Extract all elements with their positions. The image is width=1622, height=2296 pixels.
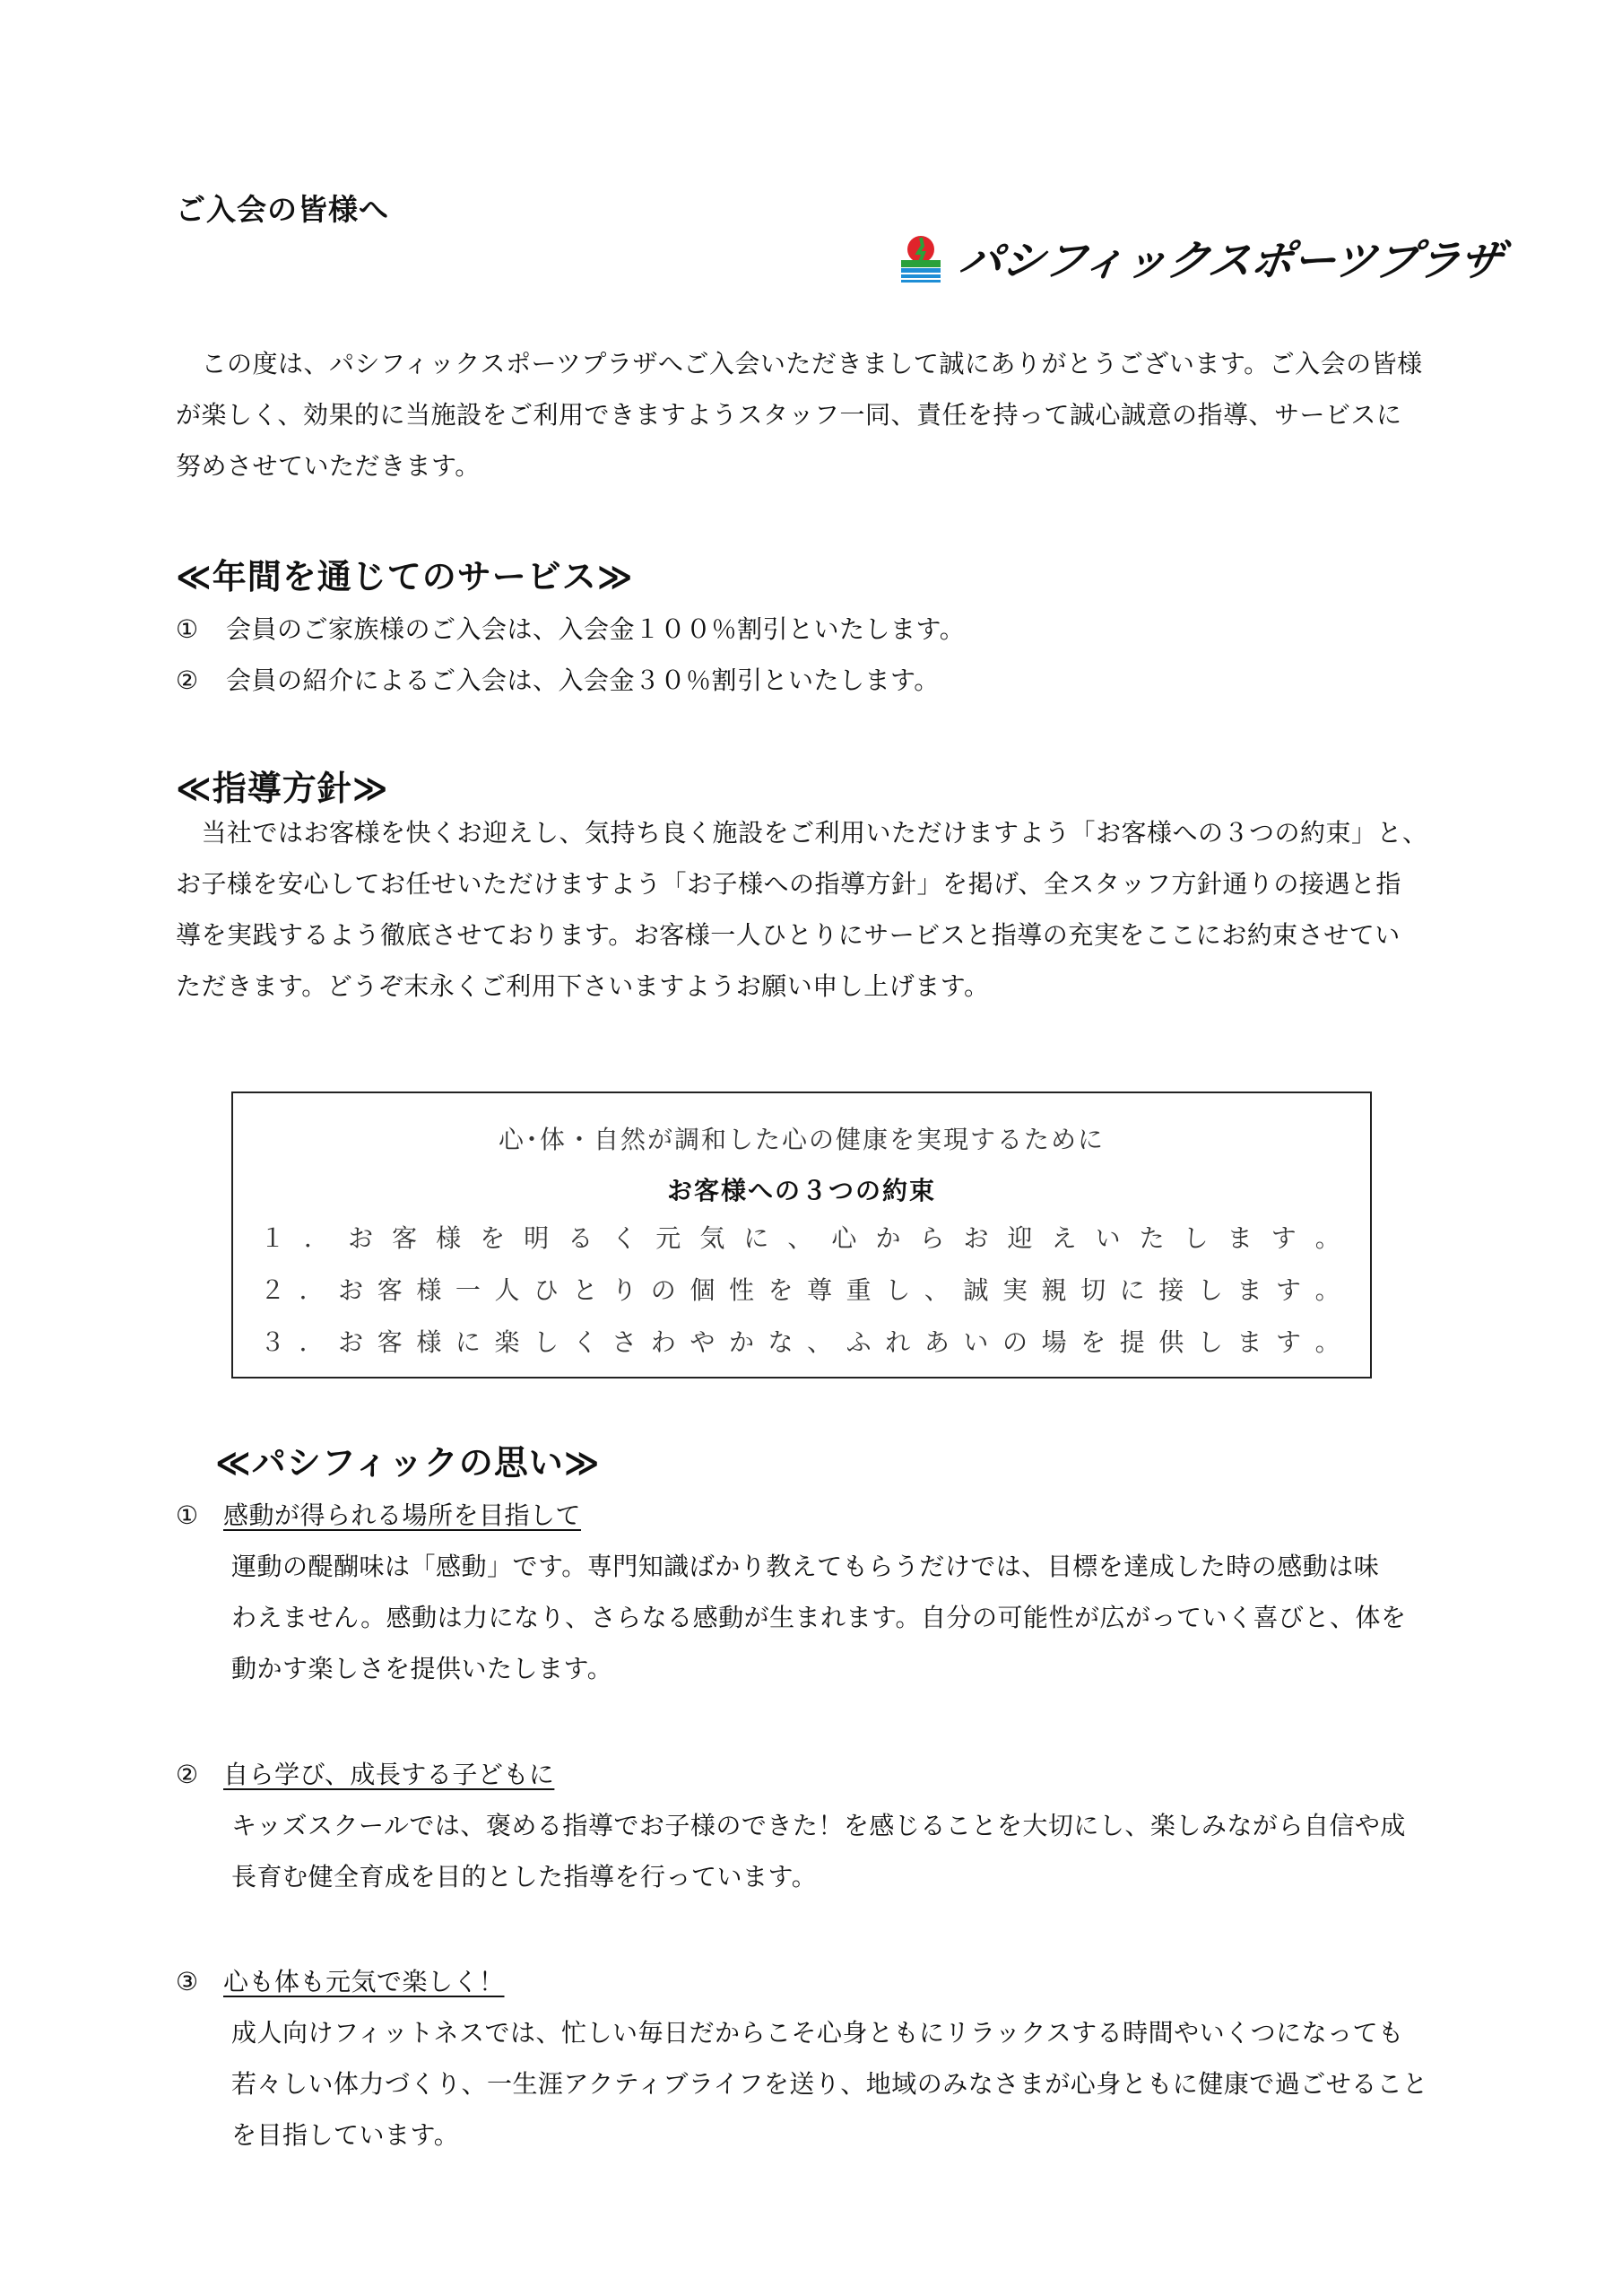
promise-char: 。 <box>1314 1327 1340 1357</box>
promise-char: お <box>338 1327 364 1357</box>
promise-char: ら <box>919 1223 945 1253</box>
promise-char: し <box>885 1275 911 1305</box>
thoughts-heading: ≪パシフィックの思い≫ <box>215 1443 601 1483</box>
thought-section-number: ① <box>176 1500 199 1530</box>
promise-char: 楽 <box>494 1327 520 1357</box>
promise-char: の <box>650 1275 676 1305</box>
promise-char: 尊 <box>807 1275 833 1305</box>
intro-line: この度は、パシフィックスポーツプラザへご入会いただきまして誠にありがとうございます。ご入会の皆様 <box>176 349 1423 378</box>
thought-section-body <box>231 2007 1451 2161</box>
promise-char: た <box>1139 1223 1165 1253</box>
thought-section-title <box>176 1755 554 1791</box>
promise-char: に <box>743 1223 769 1253</box>
promise-char: 供 <box>1158 1327 1184 1357</box>
promise-char: 場 <box>1041 1327 1067 1357</box>
promise-char: を <box>768 1275 794 1305</box>
promise-char: 切 <box>1080 1275 1106 1305</box>
promise-char: 様 <box>436 1223 462 1253</box>
promise-char: く <box>612 1223 638 1253</box>
promise-char: す <box>1271 1223 1297 1253</box>
thought-section-heading: 自ら学び、成長する子どもに <box>223 1760 555 1789</box>
promise-char: １ <box>260 1223 286 1253</box>
thought-line: わえません。感動は力になり、さらなる感動が生まれます。自分の可能性が広がっていく喜びと、体を <box>231 1603 1407 1632</box>
promise-char: 明 <box>524 1223 550 1253</box>
promise-char: ３ <box>260 1327 286 1357</box>
promise-char: 客 <box>377 1327 403 1357</box>
logo-mark-icon <box>898 235 943 285</box>
promise-char: わ <box>650 1327 676 1357</box>
service-item <box>176 610 965 646</box>
promise-char: ま <box>1227 1223 1253 1253</box>
promise-char: ． <box>299 1275 325 1305</box>
promise-char: ． <box>299 1327 325 1357</box>
promise-char: を <box>1080 1327 1106 1357</box>
service-item-number: ① <box>176 614 199 644</box>
service-item <box>176 661 940 697</box>
promise-char: に <box>1119 1275 1145 1305</box>
promise-char: 心 <box>831 1223 857 1253</box>
promise-char: ま <box>1236 1327 1262 1357</box>
promise-char: か <box>875 1223 901 1253</box>
promise-char: の <box>1002 1327 1028 1357</box>
promise-char: い <box>963 1327 989 1357</box>
promise-char: い <box>1095 1223 1121 1253</box>
promise-char: ２ <box>260 1275 286 1305</box>
promise-item <box>260 1219 1340 1255</box>
logo-wordmark: パシフィックスポーツプラザ <box>956 236 1505 286</box>
promise-char: ひ <box>533 1275 559 1305</box>
intro-paragraph <box>176 338 1449 491</box>
brand-logo <box>898 235 1505 289</box>
promise-char: し <box>533 1327 559 1357</box>
promise-char: 迎 <box>1007 1223 1033 1253</box>
promise-char: え <box>1051 1223 1077 1253</box>
promise-char: さ <box>612 1327 638 1357</box>
thought-line: 若々しい体力づくり、一生涯アクティブライフを送り、地域のみなさまが心身ともに健康で過ごせること <box>231 2069 1428 2099</box>
promise-char: し <box>1183 1223 1209 1253</box>
promise-char: 一 <box>455 1275 481 1305</box>
promise-char: し <box>1197 1327 1223 1357</box>
promise-char: ま <box>1236 1275 1262 1305</box>
policy-line: 導を実践するよう徹底させております。お客様一人ひとりにサービスと指導の充実をここにお約束させてい <box>176 920 1401 950</box>
promise-char: お <box>348 1223 374 1253</box>
policy-line: 当社ではお客様を快くお迎えし、気持ち良く施設をご利用いただけますよう「お客様への３つの約束」と、 <box>176 818 1428 848</box>
greeting-title: ご入会の皆様へ <box>176 192 389 227</box>
promise-box <box>231 1091 1372 1378</box>
policy-paragraph <box>176 807 1449 1012</box>
service-item-number: ② <box>176 665 199 695</box>
intro-line: 努めさせていただきます。 <box>176 451 481 481</box>
promise-item <box>260 1323 1340 1359</box>
intro-line: が楽しく、効果的に当施設をご利用できますようスタッフ一同、責任を持って誠心誠意の指導、サービスに <box>176 400 1402 430</box>
promise-char: 重 <box>846 1275 872 1305</box>
thought-section-body <box>231 1541 1451 1694</box>
promise-char: 接 <box>1158 1275 1184 1305</box>
policy-line: ただきます。どうぞ末永くご利用下さいますようお願い申し上げます。 <box>176 971 990 1001</box>
promise-char: 客 <box>392 1223 418 1253</box>
promise-char: り <box>612 1275 638 1305</box>
thought-section-title <box>176 1962 505 1998</box>
promise-char: 気 <box>699 1223 725 1253</box>
promise-char: に <box>455 1327 481 1357</box>
promise-char: れ <box>885 1327 911 1357</box>
promise-char: 性 <box>728 1275 754 1305</box>
thought-section-body <box>231 1800 1451 1902</box>
thought-section-heading: 感動が得られる場所を目指して <box>223 1500 582 1530</box>
promise-char: し <box>1197 1275 1223 1305</box>
promise-char: お <box>338 1275 364 1305</box>
promise-char: 。 <box>1314 1275 1340 1305</box>
promise-char: や <box>690 1327 716 1357</box>
promise-char: 、 <box>807 1327 833 1357</box>
promise-char: 人 <box>494 1275 520 1305</box>
promise-char: と <box>572 1275 598 1305</box>
services-heading: ≪年間を通じてのサービス≫ <box>176 557 634 596</box>
promise-char: 元 <box>655 1223 681 1253</box>
promise-char: 客 <box>377 1275 403 1305</box>
promise-char: 、 <box>787 1223 813 1253</box>
promise-char: あ <box>924 1327 950 1357</box>
thought-section-number: ② <box>176 1760 199 1789</box>
thought-line: 長育む健全育成を目的とした指導を行っています。 <box>231 1862 818 1892</box>
thought-line: を目指しています。 <box>231 2120 460 2150</box>
promise-subtitle: 心･体・自然が調和した心の健康を実現するために <box>498 1125 1105 1154</box>
promise-title: お客様への３つの約束 <box>666 1176 936 1205</box>
service-item-text: 会員の紹介によるご入会は、入会金３０％割引といたします。 <box>226 665 940 695</box>
promise-char: か <box>728 1327 754 1357</box>
promise-char: 誠 <box>963 1275 989 1305</box>
promise-char: す <box>1276 1327 1302 1357</box>
promise-char: ． <box>304 1223 330 1253</box>
promise-char: く <box>572 1327 598 1357</box>
thought-line: 動かす楽しさを提供いたします。 <box>231 1654 613 1683</box>
promise-char: お <box>963 1223 989 1253</box>
promise-char: を <box>480 1223 506 1253</box>
promise-char: 個 <box>690 1275 716 1305</box>
promise-char: る <box>568 1223 594 1253</box>
thought-section-heading: 心も体も元気で楽しく！ <box>223 1967 505 1996</box>
policy-line: お子様を安心してお任せいただけますよう「お子様への指導方針」を掲げ、全スタッフ方針通りの接遇と指 <box>176 869 1401 899</box>
thought-line: 成人向けフィットネスでは、忙しい毎日だからこそ心身ともにリラックスする時間やいくつになっても <box>231 2018 1404 2048</box>
promise-char: す <box>1276 1275 1302 1305</box>
promise-char: な <box>768 1327 794 1357</box>
promise-item <box>260 1271 1340 1307</box>
promise-char: 実 <box>1002 1275 1028 1305</box>
thought-line: キッズスクールでは、褒める指導でお子様のできた！を感じることを大切にし、楽しみながら自信や成 <box>231 1811 1406 1840</box>
thought-section-number: ③ <box>176 1967 199 1996</box>
promise-char: 様 <box>416 1275 442 1305</box>
promise-char: 。 <box>1314 1223 1340 1253</box>
promise-char: ふ <box>846 1327 872 1357</box>
thought-line: 運動の醍醐味は「感動」です。専門知識ばかり教えてもらうだけでは、目標を達成した時の感動は味 <box>231 1552 1380 1581</box>
promise-char: 、 <box>924 1275 950 1305</box>
promise-char: 様 <box>416 1327 442 1357</box>
service-item-text: 会員のご家族様のご入会は、入会金１００％割引といたします。 <box>226 614 966 644</box>
promise-char: 提 <box>1119 1327 1145 1357</box>
policy-heading: ≪指導方針≫ <box>176 769 389 808</box>
thought-section-title <box>176 1496 581 1532</box>
promise-char: 親 <box>1041 1275 1067 1305</box>
